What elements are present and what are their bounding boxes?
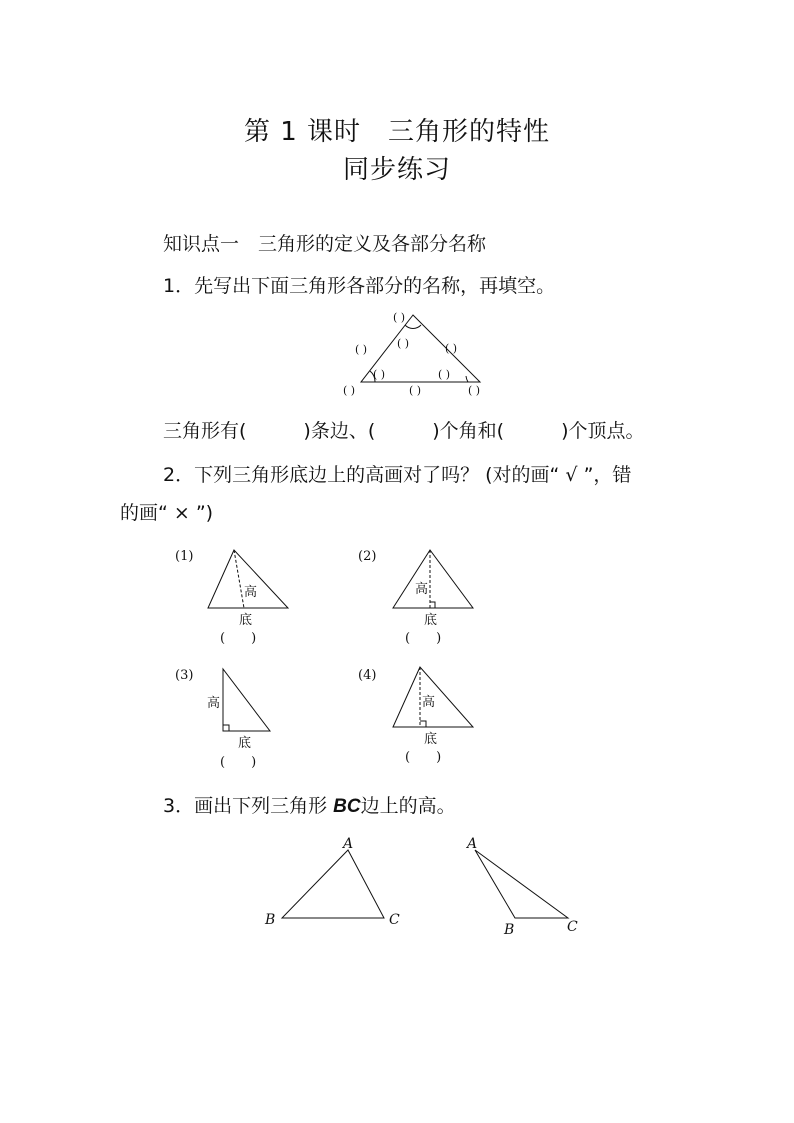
q2-item1-label: (1) <box>175 549 194 564</box>
q2-item4-label: (4) <box>358 668 377 683</box>
base-label: 底 <box>239 613 253 628</box>
vertex-a: A <box>467 836 478 852</box>
q3-triangle-1 <box>258 830 408 930</box>
q3-triangle-2 <box>458 830 588 940</box>
blank-base: ( ) <box>409 384 422 397</box>
page-subtitle: 同步练习 <box>342 155 451 185</box>
answer-blank: ( ) <box>220 755 257 770</box>
q2-item3-label: (3) <box>175 668 194 683</box>
q1-triangle-figure <box>335 305 505 400</box>
base-label: 底 <box>238 736 252 751</box>
vertex-b: B <box>265 912 276 928</box>
base-label: 底 <box>424 732 438 747</box>
q1-prompt: 1．先写出下面三角形各部分的名称，再填空。 <box>163 275 556 297</box>
q2-prompt-line1: 2．下列三角形底边上的高画对了吗？ (对的画“ √ ”，错 <box>163 464 632 486</box>
section-heading: 知识点一 三角形的定义及各部分名称 <box>163 233 487 255</box>
answer-blank: ( ) <box>220 631 257 646</box>
q2-item2-figure <box>385 545 485 650</box>
blank-vertex-left: ( ) <box>343 384 356 397</box>
q2-item4-figure <box>385 662 485 774</box>
blank-top-angle: ( ) <box>397 337 410 350</box>
q2-item1-figure <box>200 545 300 650</box>
height-label: 高 <box>422 695 436 710</box>
q2-item3-figure <box>200 662 300 774</box>
blank-vertex-right: ( ) <box>468 384 481 397</box>
blank-left-side: ( ) <box>355 343 368 356</box>
blank-left-angle: ( ) <box>373 368 386 381</box>
base-label: 底 <box>424 613 438 628</box>
answer-blank: ( ) <box>405 631 442 646</box>
blank-vertex-top: ( ) <box>393 311 406 324</box>
vertex-a: A <box>343 836 354 852</box>
vertex-b: B <box>504 922 515 938</box>
q1-fill-in: 三角形有( )条边、( )个角和( )个顶点。 <box>163 420 645 442</box>
q3-prompt-end: 边上的高。 <box>360 795 456 817</box>
height-label: 高 <box>207 696 221 711</box>
blank-right-side: ( ) <box>445 342 458 355</box>
q3-prompt-start: 3．画出下列三角形 <box>163 795 334 817</box>
q3-prompt-bc: BC <box>333 796 361 817</box>
q2-item2-label: (2) <box>358 549 377 564</box>
q3-prompt <box>163 791 456 818</box>
vertex-c: C <box>389 912 400 928</box>
height-label: 高 <box>244 585 258 600</box>
vertex-c: C <box>567 919 578 935</box>
page-title: 第 1 课时 三角形的特性 <box>243 117 551 147</box>
q2-prompt-line2: 的画“ × ”) <box>120 502 214 524</box>
height-label: 高 <box>415 582 429 597</box>
blank-right-angle: ( ) <box>438 368 451 381</box>
answer-blank: ( ) <box>405 750 442 765</box>
